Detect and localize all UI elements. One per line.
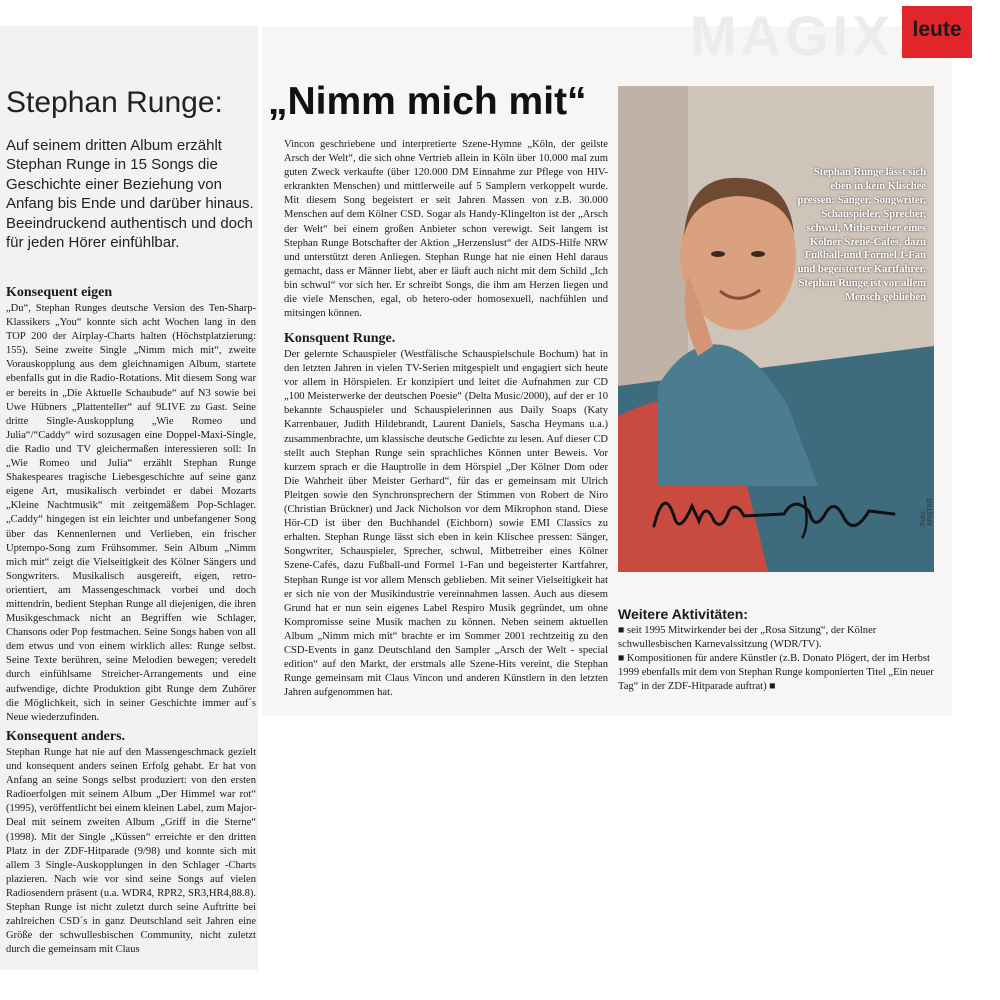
list-item: ■ seit 1995 Mitwirkender bei der „Rosa Sitzung“, der Kölner schwullesbischen Karnevalssitzung (WDR/TV). [618,625,877,651]
body-text-runge: Der gelernte Schauspieler (Westfälische Schauspielschule Bochum) hat in den letzten Jahren in vielen TV-Serien mitgespielt und engagiert sich heute vor allem in Hörspielen. Er konzipiert und leitet die Aufnahmen zur CD „100 Meisterwerke der deutschen Poesie“ (Delta Music/2000), auf der er 10 bekannte Schauspieler und Schauspielerinnen aus Daily Soaps (Katy Karrenbauer, Judith Hildebrandt, Laurent Daniels, Sascha Heymans u.a.) zusammenbrachte, um klassische deutsche Gedichte zu lesen. Auf dieser CD stellt auch Stephan Runge sein sprachliches Können unter Beweis. Vor kurzem sprach er die Hauptrolle in dem Hörspiel „Der Kölner Dom oder Die Wahrheit über Meister Gerhard“, für das er gemeinsam mit Ulrich Pleitgen sowie den Synchronsprechern der Stimmen von Robert de Niro (Christian Brückner) und Jack Nicholson vor dem Mikrophon stand. Diese Hör-CD ist über den Buchhandel (Eichborn) sowie EMI Classics zu erhalten. Stephan Runge lässt sich eben in kein Klischee pressen: Sänger, Songwriter, Schauspieler, Sprecher, schwul, Mitbetreiber eines Kölner Szene-Cafés, dazu Fußball-und Formel 1-Fan und begeisterter Kartfahrer, Stephan Runge ist vor allem Mensch geblieben. Mit seiner Vielseitigkeit hat er sich nie von der Musikindustrie vereinnahmen lassen. Auch aus diesem Grund hat er nun sein eigenes Label Respiro Musik gegründet, um ohne Kompromisse seine Musik machen zu können. Neben seinem aktuellen Album „Nimm mich mit“ brachte er im Sommer 2001 rechtzeitig zu den CSD-Events in ganz Deutschland den Sampler „Arsch der Welt - special edition“ auf den Markt, der erstmals alle Szene-Hits vereint, die Stephan Runge gemeinsam mit Claus Vincon und anderen Künstlern in den letzten Jahren aufgenommen hat. [284,349,608,699]
body-text-eigen: „Du“, Stephan Runges deutsche Version des Ten-Sharp-Klassikers „You“ konnte sich acht Wochen lang in den TOP 200 der Airplay-Charts halten (Höchstplatzierung: 155). Seine zweite Single „Nimm mich mit“, zweite Vorauskopplung aus dem gleichnamigen Album, startete ebenfalls gut in die Radio-Rotations. Mit diesem Song war er bereits in „Die Aktuelle Schaubude“ auf N3 sowie bei Uwe Hübners „Plattenteller“ auf 9LIVE zu Gast. Seine dritte Single-Auskopplung „Wie Romeo und Julia“/“Caddy“ wird sozusagen eine Doppel-Maxi-Single, die Radio und TV gleichermaßen interessieren soll: In „Wie Romeo und Julia“ erzählt Stephan Runge Shakespeares tragische Liebesgeschichte auf seine ganz eigene Art, musikalisch verbindet er dabei Mozarts „Kleine Nachtmusik“ mit zeitgemäßem Pop-Schlager. „Caddy“ hingegen ist ein leichter und unbefangener Song über das Kennenlernen und Verlieben, ein frischer Uptempo-Song zum Frühsommer. Sein Album „Nimm mich mit“ zeigt die Vielseitigkeit des Kölner Sängers und Songwriters. Musikalisch ausgereift, eigen, retro-orientiert, am Massengeschmack vorbei und doch mittendrin, bedient Stephan Runge all diejenigen, die ihren Musikgeschmack nicht an Begriffen wie Schlager, Chansons oder Pop festmachen. Seine Songs haben von all dem etwus und von einem wirklich alles: Runge selbst. Seine Texte berühren, seine Melodien bewegen; veredelt durch einfühlsame Streicher-Arrangements und eine aufwendige, dichte Produktion gibt Runge dem Zuhörer die Möglichkeit, sich in seiner Geschichte immer auf´s Neue wiederzufinden. [6,303,256,723]
further-activities [618,606,948,694]
end-mark-icon: ■ [769,681,776,693]
photo-credit: Foto: ARSTAR [920,498,934,526]
column-1 [6,284,256,725]
section-tab [902,6,972,58]
body-text-hymne: Vincon geschriebene und interpretierte Szene-Hymne „Köln, der geilste Arsch der Welt“, die sich ohne Vertrieb allein in Köln über 10.000 mal zum guten Zweck verkaufte (über 120.000 DM Einnahme zur Pflege von HIV-erkrankten Menschen) und mittlerweile auf 5 Samplern verkoppelt wurde. Mit diesem Song begeistert er seit Jahren Massen von z.B. 30.000 Menschen auf dem Kölner CSD. Sogar als Handy-Klingelton ist der „Arsch der Welt“ bei einem großen Anbieter schon verewigt. Seit langem ist Stephan Runge Botschafter der Aktion „Herzenslust“ der AIDS-Hilfe NRW und unterstützt deren Anliegen. Stephan Runge hat nie einen Hehl daraus gemacht, dass er Männer liebt, aber er läuft auch nicht mit dem Schild „Ich bin schwul“ vor sich her. Er schreibt Songs, die ihm am Herzen liegen und die viele Menschen, egal, ob hetero-oder homosexuell, nachfühlen und mitsingen können. [284,139,608,320]
lead-paragraph: Auf seinem dritten Album erzählt Stephan Runge in 15 Songs die Geschichte einer Beziehung von Anfang bis Ende und darüber hinaus. Beeindruckend authentisch und doch für jeden Hörer einfühlbar. [6,137,254,252]
bullet-icon: ■ [618,653,625,665]
column-2-top [284,138,608,321]
section-heading-runge: Konsquent Runge. [284,331,396,346]
bullet-icon: ■ [618,625,625,636]
body-text-anders: Stephan Runge hat nie auf den Massengeschmack gezielt und konsequent anders seinen Erfolg gehabt. Er hat von Anfang an seine Songs selbst produziert: von den ersten Radioerfolgen mit seinem Album „Der Himmel war rot“ (1995), veröffentlicht bei einem kleinen Label, zum Major-Deal mit seinem zweiten Album „Griff in die Sterne“ (1998). Mit der Single „Küssen“ erreichte er den dritten Platz in der ZDF-Hitparade (9/98) und konnte sich mit allem 3 Single-Auskopplungen in den Schlager -Charts plazieren. Nach wie vor sind seine Songs auf vielen Radiosendern präsent (u.a. WDR4, RPR2, SR3,HR4,88.8). Stephan Runge ist nicht zuletzt durch seine Auftritte bei zahlreichen CSD´s in ganz Deutschland seit Jahren eine Größe der schwullesbischen Community, nicht zuletzt durch die gemeinsam mit Claus [6,747,256,956]
section-heading-anders: Konsequent anders. [6,729,126,744]
portrait-photo [618,86,934,572]
section-heading-eigen: Konsequent eigen [6,285,113,300]
headline-quote: „Nimm mich mit“ [268,80,587,123]
column-2 [284,330,608,700]
background-logo-text: MAGIX [690,4,894,67]
column-1-continued [6,728,256,957]
further-activities-heading: Weitere Aktivitäten: [618,606,748,622]
headline-name: Stephan Runge: [6,86,223,119]
signature-image [644,476,914,546]
photo-caption: Stephan Runge lässt sich eben in kein Klischee pressen: Sänger, Songwriter, Schauspieler, Sprecher, schwul, Mitbetreiber eines Kölner Szene-Cafés, dazu Fußball-und Formel 1-Fan und begeisterter Kartfahrer, Stephan Runge ist vor allem Mensch geblieben [797,167,926,304]
list-item: ■ Kompositionen für andere Künstler (z.B. Donato Plögert, der im Herbst 1999 ebenfalls mit dem von Stephan Runge komponierten Titel „Ein neuer Tag“ in der ZDF-Hitparade auftrat) ■ [618,653,934,693]
section-tab-label: leute [912,18,962,41]
